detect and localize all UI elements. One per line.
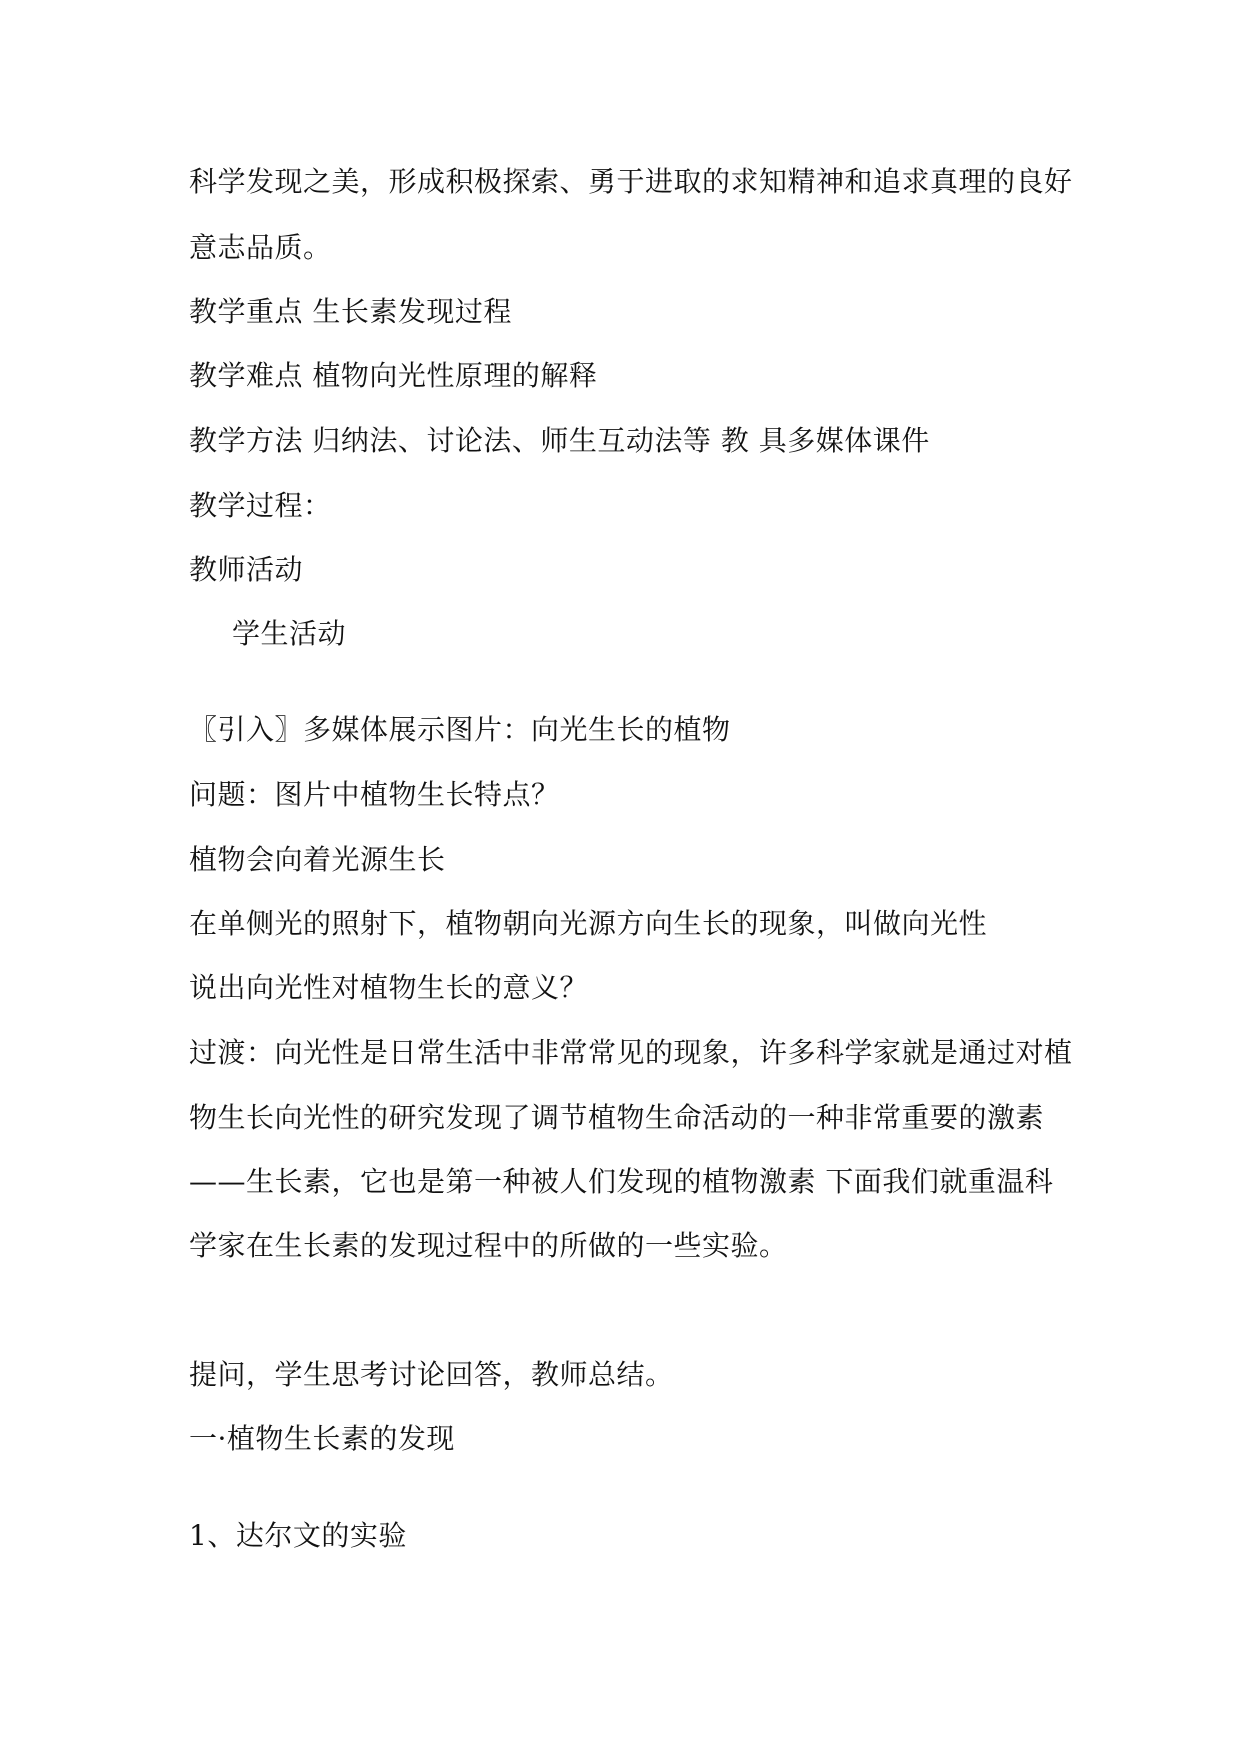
- method-line: 教学方法 归纳法、讨论法、师生互动法等 教 具多媒体课件: [189, 424, 930, 457]
- subsection-heading: 1、达尔文的实验: [189, 1519, 407, 1552]
- student-activity-label: 学生活动: [232, 617, 347, 650]
- paragraph-line: 科学发现之美，形成积极探索、勇于进取的求知精神和追求真理的良好: [189, 165, 1073, 198]
- summary-line: 提问，学生思考讨论回答，教师总结。: [189, 1358, 674, 1391]
- transition-line: ——生长素，它也是第一种被人们发现的植物激素 下面我们就重温科: [189, 1165, 1054, 1198]
- transition-line: 学家在生长素的发现过程中的所做的一些实验。: [189, 1229, 788, 1262]
- difficulty-line: 教学难点 植物向光性原理的解释: [189, 359, 598, 392]
- transition-line: 物生长向光性的研究发现了调节植物生命活动的一种非常重要的激素: [189, 1101, 1045, 1134]
- definition-line: 在单侧光的照射下，植物朝向光源方向生长的现象，叫做向光性: [189, 907, 988, 940]
- intro-line: 〖引入〗多媒体展示图片：向光生长的植物: [189, 713, 731, 746]
- teacher-activity-label: 教师活动: [189, 553, 304, 586]
- transition-line: 过渡：向光性是日常生活中非常常见的现象，许多科学家就是通过对植: [189, 1036, 1073, 1069]
- key-point-line: 教学重点 生长素发现过程: [189, 295, 512, 328]
- question-line: 说出向光性对植物生长的意义？: [189, 971, 589, 1004]
- question-line: 问题：图片中植物生长特点？: [189, 778, 560, 811]
- process-heading: 教学过程：: [189, 489, 332, 522]
- section-heading: 一·植物生长素的发现: [189, 1422, 455, 1455]
- answer-line: 植物会向着光源生长: [189, 843, 446, 876]
- paragraph-line: 意志品质。: [189, 231, 332, 264]
